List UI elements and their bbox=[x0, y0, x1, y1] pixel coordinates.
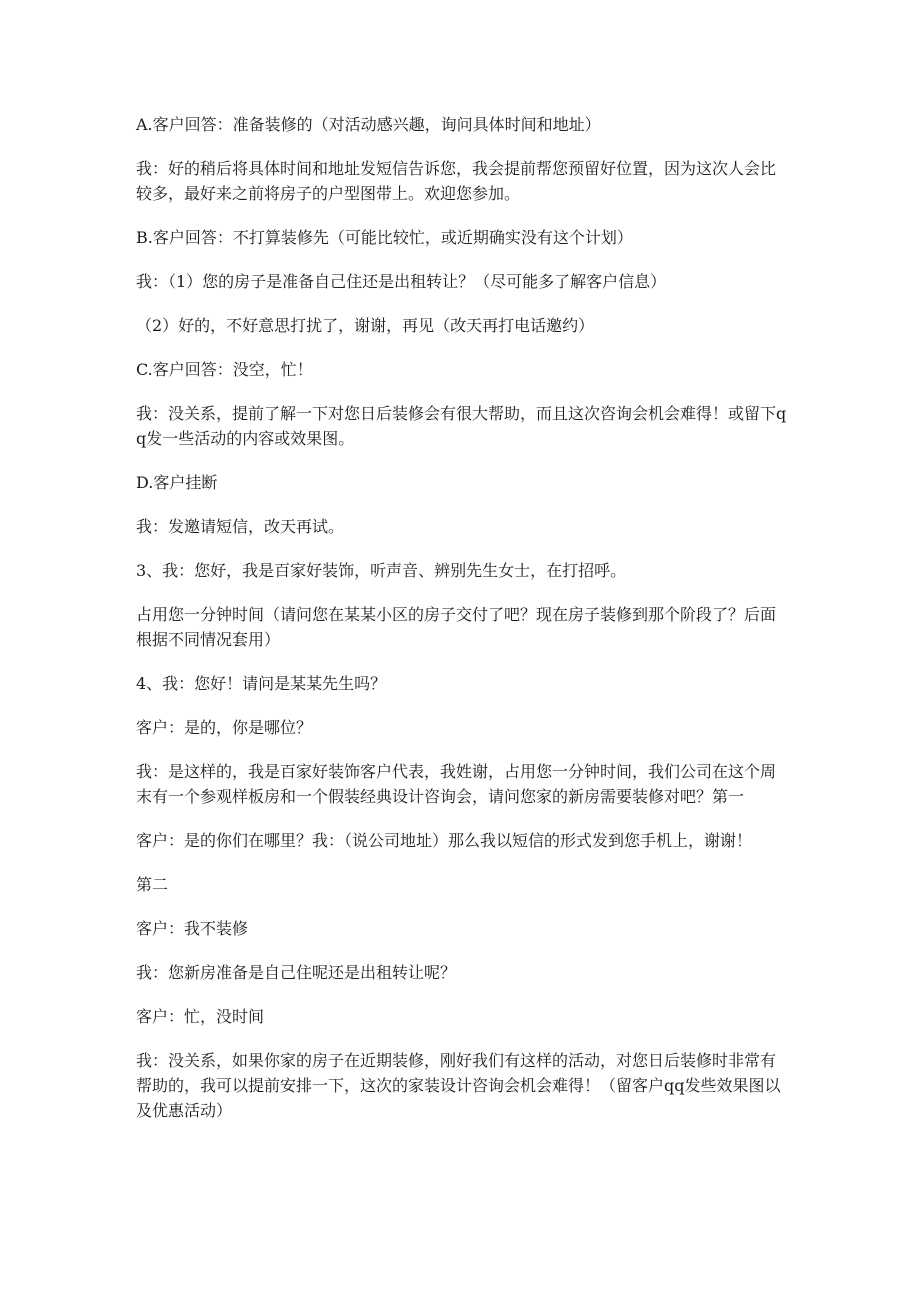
paragraph-c-customer-answer: C.客户回答：没空，忙！ bbox=[136, 360, 313, 379]
paragraph-step-3: 3、我：您好，我是百家好装饰，听声音、辨别先生女士，在打招呼。 bbox=[136, 561, 627, 580]
paragraph-reply-a: 我：好的稍后将具体时间和地址发短信告诉您，我会提前帮您预留好位置，因为这次人会比较多，最好来之前将房子的户型图带上。欢迎您参加。 bbox=[136, 159, 777, 203]
paragraph-reply-b-2: （2）好的，不好意思打扰了，谢谢，再见（改天再打电话邀约） bbox=[136, 316, 595, 335]
paragraph-step-3-detail: 占用您一分钟时间（请问您在某某小区的房子交付了吧？现在房子装修到那个阶段了？后面根据不同情况套用） bbox=[136, 605, 777, 649]
paragraph-d-customer-hangup: D.客户挂断 bbox=[136, 473, 218, 492]
document-body bbox=[136, 112, 791, 1142]
paragraph-reply-c: 我：没关系，提前了解一下对您日后装修会有很大帮助，而且这次咨询会机会难得！或留下qq发一些活动的内容或效果图。 bbox=[136, 404, 787, 448]
paragraph-customer-no-renovation: 客户：我不装修 bbox=[136, 919, 249, 938]
paragraph-reply-d: 我：发邀请短信，改天再试。 bbox=[136, 517, 345, 536]
paragraph-reply-intro: 我：是这样的，我是百家好装饰客户代表，我姓谢，占用您一分钟时间，我们公司在这个周末有一个参观样板房和一个假装经典设计咨询会，请问您家的新房需要装修对吧？第一 bbox=[136, 762, 777, 806]
paragraph-b-customer-answer: B.客户回答：不打算装修先（可能比较忙，或近期确实没有这个计划） bbox=[136, 228, 633, 247]
paragraph-reply-self-or-rent: 我：您新房准备是自己住呢还是出租转让呢？ bbox=[136, 963, 457, 982]
paragraph-step-4: 4、我：您好！请问是某某先生吗？ bbox=[136, 674, 387, 693]
paragraph-reply-b-1: 我：（1）您的房子是准备自己住还是出租转让？（尽可能多了解客户信息） bbox=[136, 272, 667, 291]
paragraph-second-heading: 第二 bbox=[136, 875, 169, 894]
paragraph-customer-where: 客户：是的你们在哪里？我：（说公司地址）那么我以短信的形式发到您手机上，谢谢！ bbox=[136, 831, 753, 850]
paragraph-customer-busy: 客户：忙，没时间 bbox=[136, 1007, 265, 1026]
paragraph-a-customer-answer: A.客户回答：准备装修的（对活动感兴趣，询问具体时间和地址） bbox=[136, 115, 601, 134]
paragraph-customer-who: 客户：是的，你是哪位？ bbox=[136, 718, 313, 737]
paragraph-reply-busy: 我：没关系，如果你家的房子在近期装修，刚好我们有这样的活动，对您日后装修时非常有帮助的，我可以提前安排一下，这次的家装设计咨询会机会难得！（留客户qq发些效果图以及优惠活动） bbox=[136, 1051, 781, 1120]
